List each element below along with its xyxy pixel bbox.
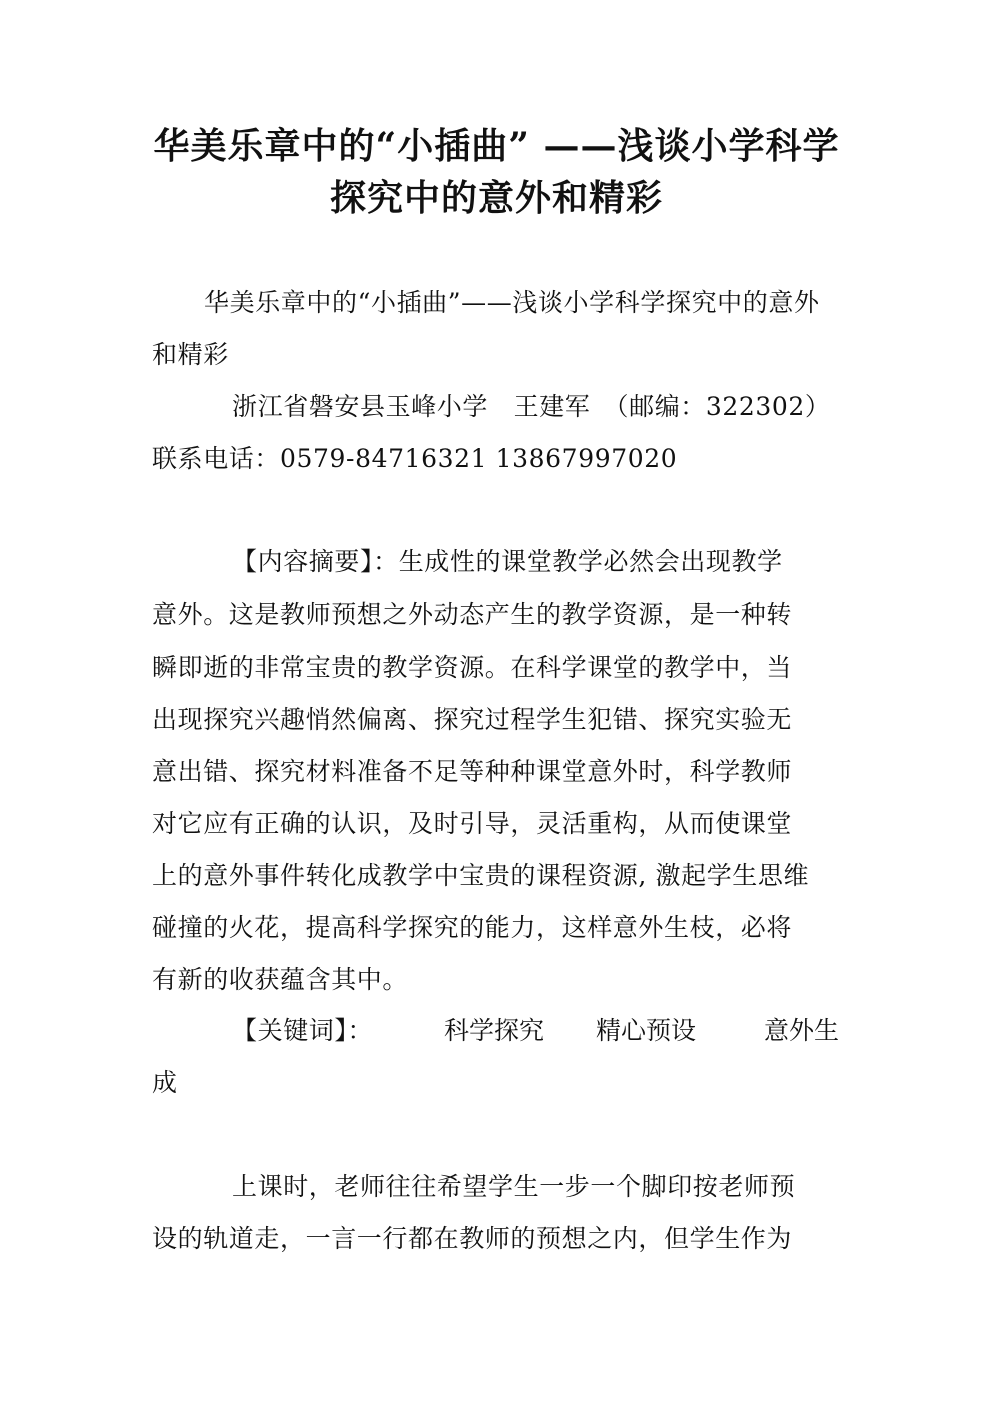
keywords-label: 【关键词】： [232, 1016, 374, 1045]
keywords-wrap: 成 [152, 1068, 178, 1097]
title-line-2: 探究中的意外和精彩 [329, 177, 663, 219]
body-line: 设的轨道走，一言一行都在教师的预想之内，但学生作为 [152, 1224, 793, 1253]
abstract-line: 意出错、探究材料准备不足等种种课堂意外时，科学教师 [152, 757, 793, 786]
abstract-line: 出现探究兴趣悄然偏离、探究过程学生犯错、探究实验无 [152, 705, 793, 734]
body-line: 上课时，老师往往希望学生一步一个脚印按老师预 [232, 1172, 796, 1201]
keyword-item: 精心预设 [596, 1016, 697, 1045]
abstract-line: 瞬即逝的非常宝贵的教学资源。在科学课堂的教学中，当 [152, 653, 793, 682]
phone-line: 联系电话：0579-84716321 13867997020 [152, 444, 678, 473]
subtitle-line-1: 华美乐章中的“小插曲”——浅谈小学科学探究中的意外 [204, 288, 820, 317]
abstract-line: 上的意外事件转化成教学中宝贵的课程资源, 激起学生思维 [152, 861, 810, 890]
subtitle-line-2: 和精彩 [152, 340, 229, 369]
abstract-line: 对它应有正确的认识，及时引导，灵活重构，从而使课堂 [152, 809, 793, 838]
abstract-line: 意外。这是教师预想之外动态产生的教学资源，是一种转 [152, 600, 793, 629]
keyword-item: 意外生 [764, 1016, 840, 1045]
author-line: 浙江省磐安县玉峰小学 王建军 （邮编：322302） [232, 392, 831, 421]
abstract-line: 碰撞的火花，提高科学探究的能力，这样意外生枝，必将 [152, 913, 793, 942]
abstract-line: 【内容摘要】：生成性的课堂教学必然会出现教学 [232, 547, 783, 576]
keyword-item: 科学探究 [444, 1016, 545, 1045]
title-line-1: 华美乐章中的“小插曲” ——浅谈小学科学 [153, 125, 840, 167]
abstract-line: 有新的收获蕴含其中。 [152, 965, 409, 994]
